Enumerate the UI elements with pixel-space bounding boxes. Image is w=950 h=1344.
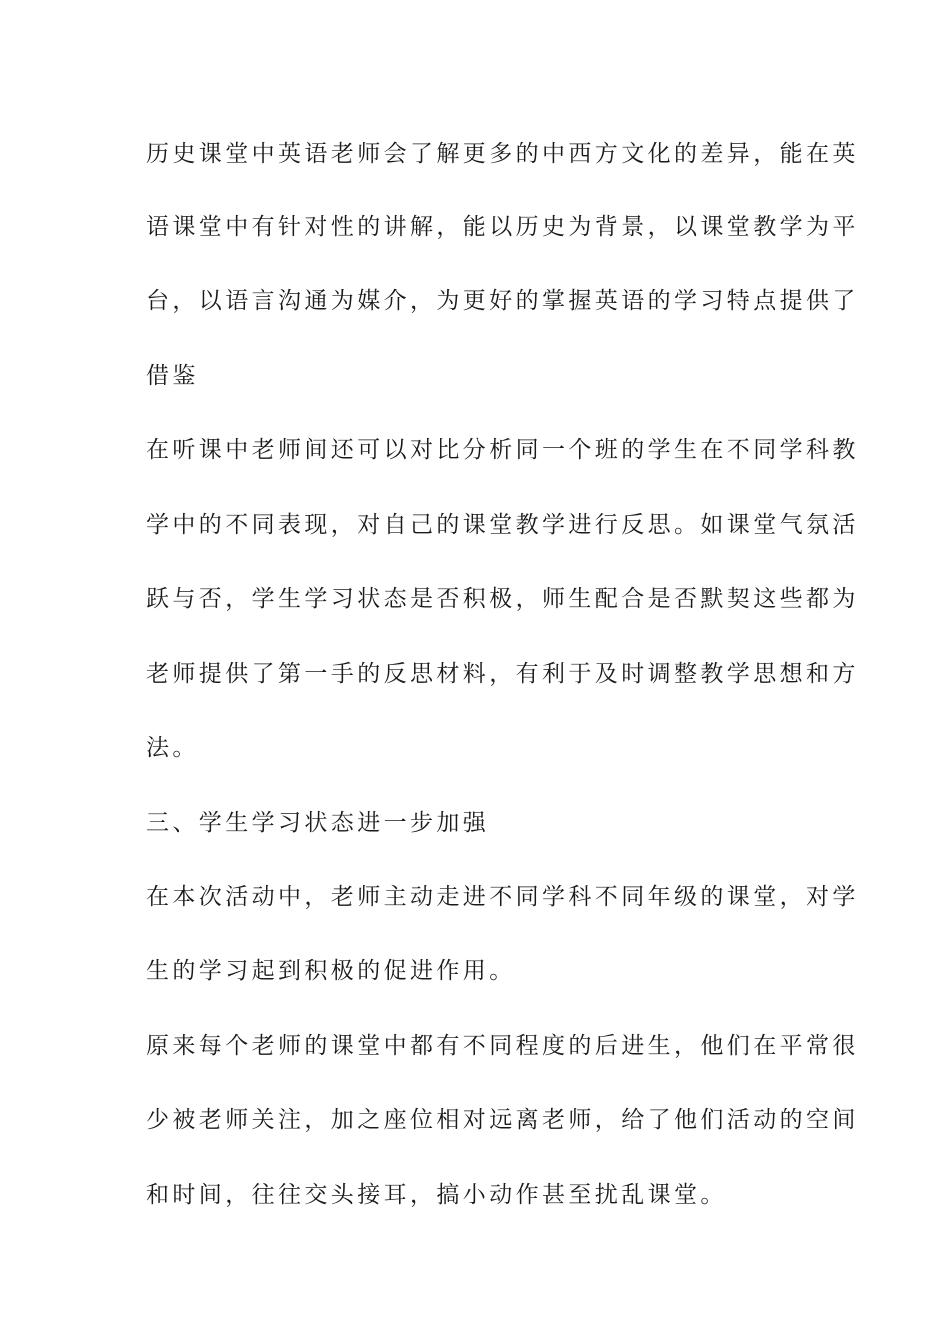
paragraph-line: 和时间，往往交头接耳，搞小动作甚至扰乱课堂。 <box>146 1182 727 1208</box>
paragraph-line: 生的学习起到积极的促进作用。 <box>146 958 516 984</box>
paragraph-line: 跃与否，学生学习状态是否积极，师生配合是否默契这些都为 <box>146 586 859 612</box>
section-heading: 三、学生学习状态进一步加强 <box>146 810 490 836</box>
paragraph-line: 借鉴 <box>146 363 199 389</box>
paragraph-line: 台，以语言沟通为媒介，为更好的掌握英语的学习特点提供了 <box>146 288 859 314</box>
paragraph-line: 老师提供了第一手的反思材料，有利于及时调整教学思想和方 <box>146 661 859 687</box>
paragraph-line: 历史课堂中英语老师会了解更多的中西方文化的差异，能在英 <box>146 141 859 167</box>
paragraph-line: 原来每个老师的课堂中都有不同程度的后进生，他们在平常很 <box>146 1033 859 1059</box>
paragraph-line: 在本次活动中，老师主动走进不同学科不同年级的课堂，对学 <box>146 884 859 910</box>
paragraph-line: 少被老师关注，加之座位相对远离老师，给了他们活动的空间 <box>146 1107 859 1133</box>
paragraph-line: 在听课中老师间还可以对比分析同一个班的学生在不同学科教 <box>146 437 859 463</box>
paragraph-line: 语课堂中有针对性的讲解，能以历史为背景，以课堂教学为平 <box>146 214 859 240</box>
paragraph-line: 法。 <box>146 735 199 761</box>
paragraph-line: 学中的不同表现，对自己的课堂教学进行反思。如课堂气氛活 <box>146 512 859 538</box>
